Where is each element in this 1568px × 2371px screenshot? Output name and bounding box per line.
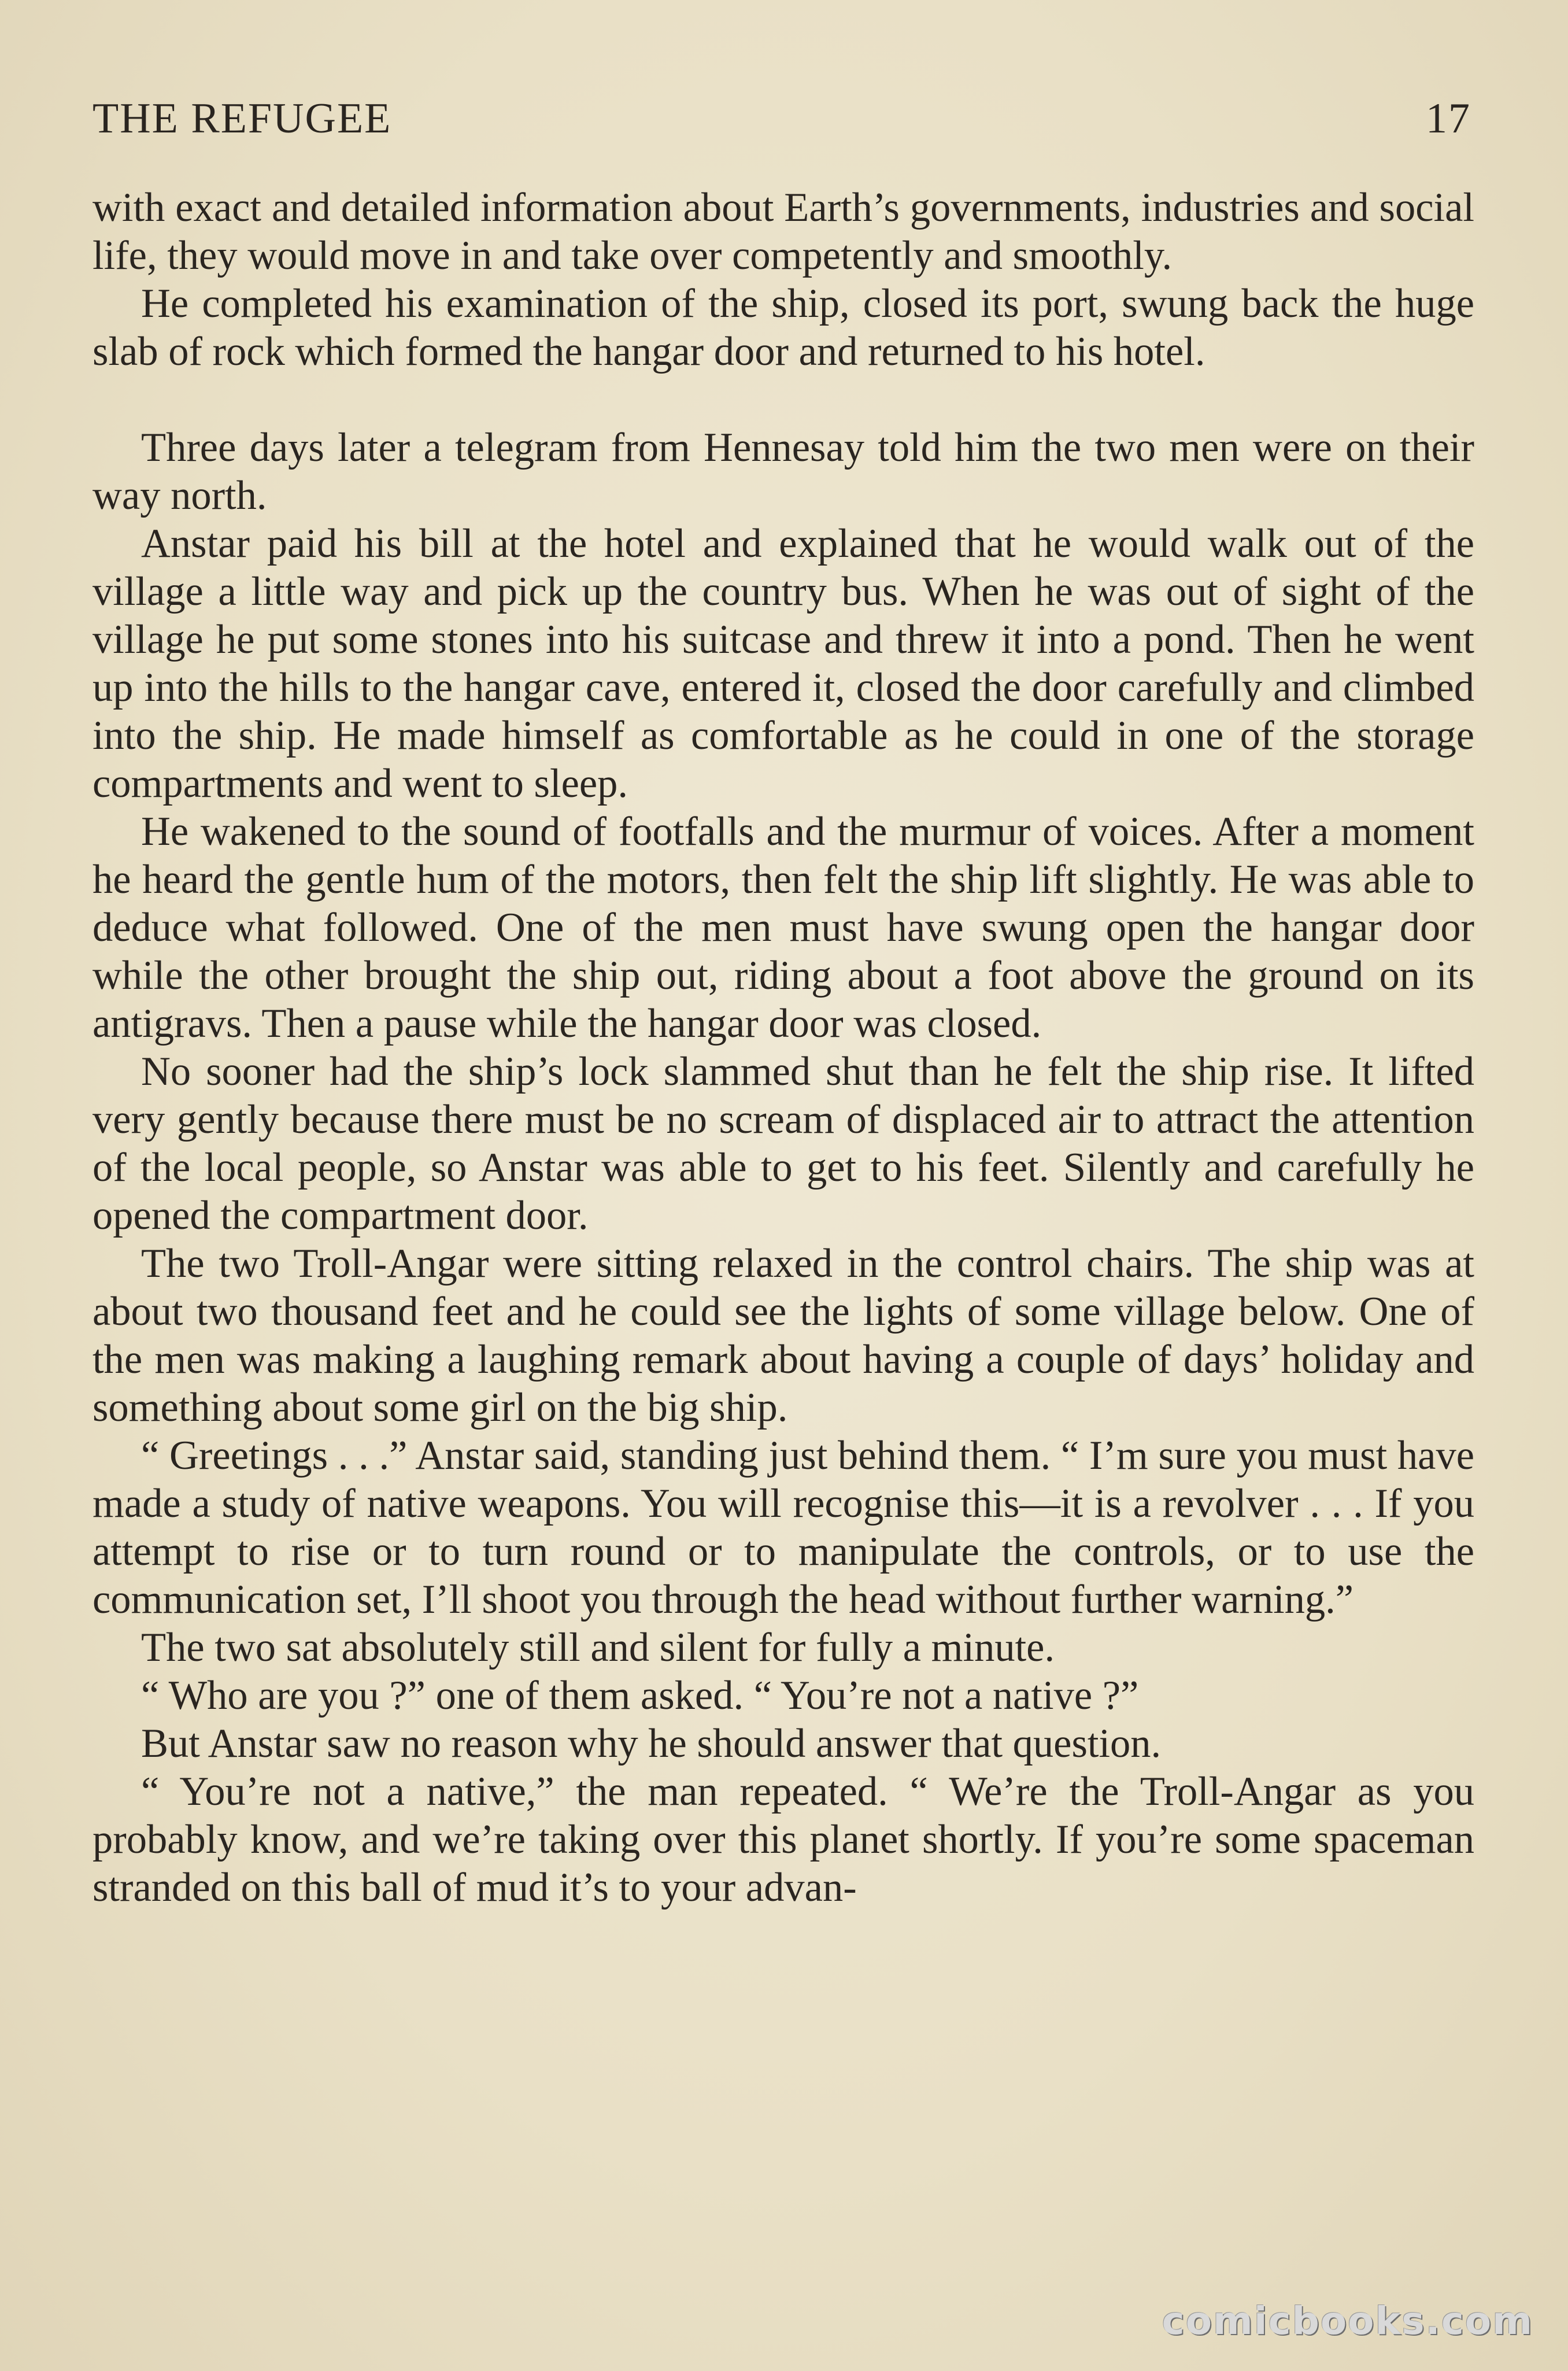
paragraph: The two Troll-Angar were sitting relaxed in the control chairs. The ship was at about two thousand feet and he could see the lights of some village below. One of the men was making a laughing remark about having a couple of days’ holiday and something about some girl on the big ship. <box>93 1241 1474 1430</box>
paragraph: “ You’re not a native,” the man repeated. “ We’re the Troll-Angar as you probably know, and we’re taking over this planet shortly. If you’re some spaceman stranded on this ball of mud it’s to your advan- <box>93 1769 1474 1910</box>
paragraph: But Anstar saw no reason why he should answer that question. <box>141 1721 1162 1766</box>
page-number: 17 <box>1426 95 1471 142</box>
paragraph: “ Greetings . . .” Anstar said, standing just behind them. “ I’m sure you must have made a study of native weapons. You will recognise this—it is a revolver . . . If you attempt to rise or to turn round or to manipulate the controls, or to use the communication set, I’ll shoot you through the head without further warning.” <box>93 1433 1474 1622</box>
running-header <box>93 87 1475 150</box>
paragraph: He wakened to the sound of footfalls and the murmur of voices. After a moment he heard the gentle hum of the motors, then felt the ship lift slightly. He was able to deduce what followed. One of the men must have swung open the hangar door while the other brought the ship out, riding about a foot above the ground on its antigravs. Then a pause while the hangar door was closed. <box>93 809 1474 1046</box>
paragraph: Three days later a telegram from Hennesay told him the two men were on their way north. <box>93 425 1474 518</box>
paragraph: Anstar paid his bill at the hotel and explained that he would walk out of the village a little way and pick up the country bus. When he was out of sight of the village he put some stones into his suitcase and threw it into a pond. Then he went up into the hills to the hangar cave, entered it, closed the door carefully and climbed into the ship. He made himself as comfortable as he could in one of the storage compartments and went to sleep. <box>93 521 1474 806</box>
running-title: THE REFUGEE <box>93 95 392 142</box>
watermark: comicbooks.com <box>1162 2299 1533 2343</box>
paragraph: No sooner had the ship’s lock slammed shut than he felt the ship rise. It lifted very gently because there must be no scream of displaced air to attract the attention of the local people, so Anstar was able to get to his feet. Silently and carefully he opened the compartment door. <box>93 1049 1474 1238</box>
body-text <box>93 184 1474 1912</box>
paragraph: “ Who are you ?” one of them asked. “ You’re not a native ?” <box>141 1673 1139 1718</box>
paragraph: The two sat absolutely still and silent for fully a minute. <box>141 1625 1055 1670</box>
paragraph: with exact and detailed information about Earth’s governments, industries and social life, they would move in and take over competently and smoothly. <box>93 185 1474 278</box>
paragraph: He completed his examination of the ship, closed its port, swung back the huge slab of rock which formed the hangar door and returned to his hotel. <box>93 281 1474 374</box>
